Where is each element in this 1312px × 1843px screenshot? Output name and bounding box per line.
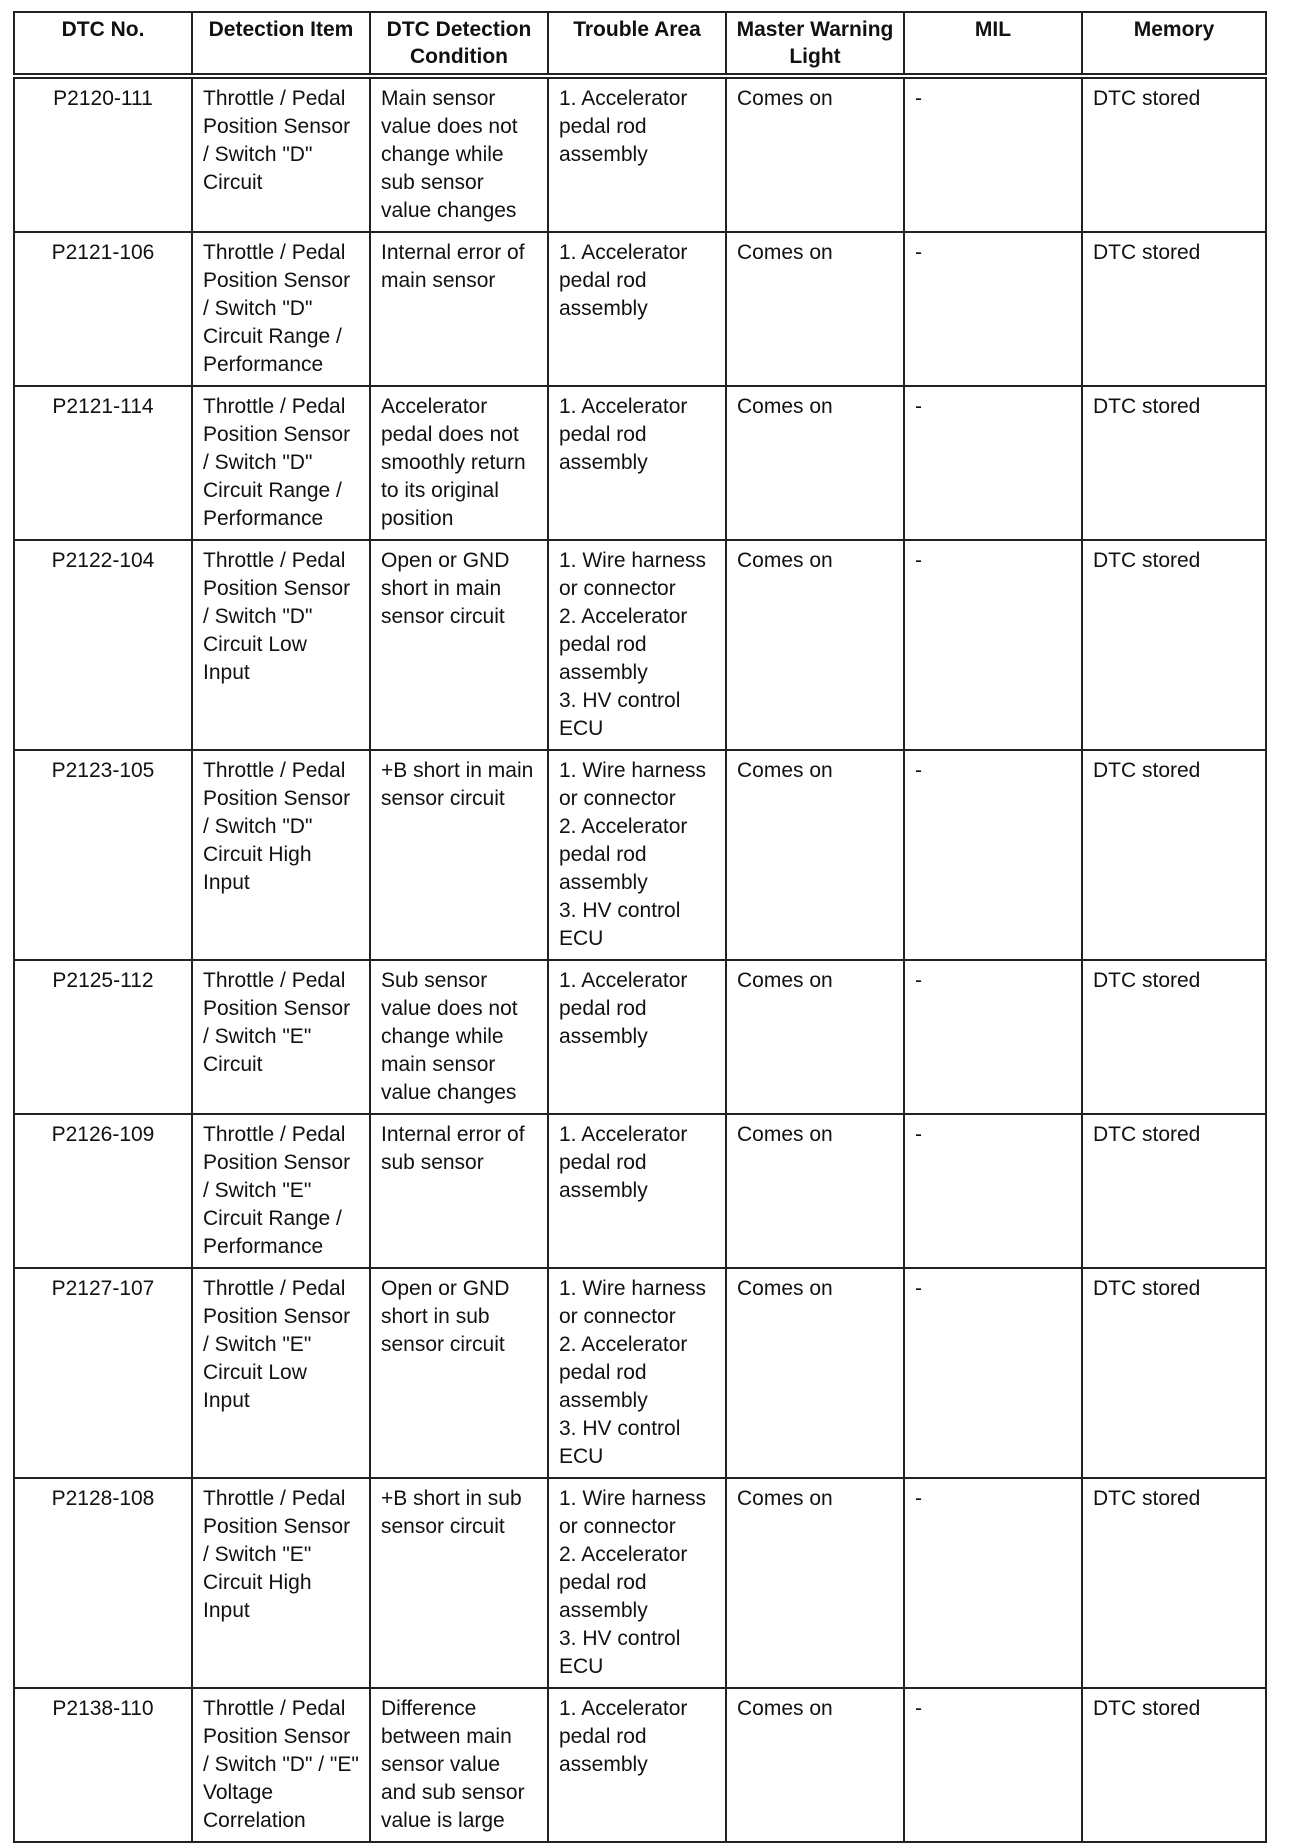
dtc-code-cell: P2123-105 — [14, 750, 192, 960]
detection-item-cell: Throttle / Pedal Position Sensor / Switch "D" / "E" Voltage Correlation — [192, 1688, 370, 1842]
trouble-area-item: 1. Accelerator pedal rod assembly — [559, 395, 688, 474]
header-memory: Memory — [1082, 12, 1266, 76]
trouble-area-item: 2. Accelerator pedal rod assembly — [559, 1543, 688, 1622]
memory-cell: DTC stored — [1082, 232, 1266, 386]
memory-cell: DTC stored — [1082, 386, 1266, 540]
table-row — [14, 1478, 1266, 1688]
trouble-area-item: 1. Wire harness or connector — [559, 1277, 707, 1328]
dtc-code-cell: P2128-108 — [14, 1478, 192, 1688]
memory-cell: DTC stored — [1082, 750, 1266, 960]
header-row — [14, 12, 1266, 76]
trouble-area-item: 1. Wire harness or connector — [559, 549, 707, 600]
dtc-code-cell: P2120-111 — [14, 76, 192, 232]
master-warning-cell: Comes on — [726, 1268, 904, 1478]
detection-item-cell: Throttle / Pedal Position Sensor / Switch "D" Circuit — [192, 76, 370, 232]
mil-cell: - — [904, 1478, 1082, 1688]
table-row — [14, 232, 1266, 386]
memory-cell: DTC stored — [1082, 540, 1266, 750]
table-row — [14, 750, 1266, 960]
dtc-table — [13, 11, 1267, 1843]
master-warning-cell: Comes on — [726, 540, 904, 750]
trouble-area-item: 3. HV control ECU — [559, 1627, 681, 1678]
detection-condition-cell: Main sensor value does not change while sub sensor value changes — [370, 76, 548, 232]
trouble-area-item: 1. Accelerator pedal rod assembly — [559, 241, 688, 320]
detection-condition-cell: +B short in main sensor circuit — [370, 750, 548, 960]
trouble-area-cell — [548, 960, 726, 1114]
header-mil: MIL — [904, 12, 1082, 76]
master-warning-cell: Comes on — [726, 232, 904, 386]
master-warning-cell: Comes on — [726, 76, 904, 232]
detection-condition-cell: Accelerator pedal does not smoothly return to its original position — [370, 386, 548, 540]
detection-condition-cell: +B short in sub sensor circuit — [370, 1478, 548, 1688]
dtc-code-cell: P2121-114 — [14, 386, 192, 540]
trouble-area-item: 1. Wire harness or connector — [559, 1487, 707, 1538]
table-row — [14, 540, 1266, 750]
trouble-area-item: 2. Accelerator pedal rod assembly — [559, 605, 688, 684]
trouble-area-cell — [548, 1478, 726, 1688]
dtc-code-cell: P2127-107 — [14, 1268, 192, 1478]
header-master-warning-light: Master Warning Light — [726, 12, 904, 76]
master-warning-cell: Comes on — [726, 386, 904, 540]
table-row — [14, 386, 1266, 540]
master-warning-cell: Comes on — [726, 960, 904, 1114]
master-warning-cell: Comes on — [726, 1478, 904, 1688]
trouble-area-cell — [548, 76, 726, 232]
trouble-area-cell — [548, 386, 726, 540]
table-row — [14, 1114, 1266, 1268]
mil-cell: - — [904, 750, 1082, 960]
trouble-area-item: 3. HV control ECU — [559, 899, 681, 950]
detection-condition-cell: Internal error of main sensor — [370, 232, 548, 386]
memory-cell: DTC stored — [1082, 1114, 1266, 1268]
detection-item-cell: Throttle / Pedal Position Sensor / Switch "E" Circuit Low Input — [192, 1268, 370, 1478]
table-row — [14, 1268, 1266, 1478]
trouble-area-cell — [548, 540, 726, 750]
detection-item-cell: Throttle / Pedal Position Sensor / Switch "E" Circuit Range / Performance — [192, 1114, 370, 1268]
trouble-area-item: 1. Accelerator pedal rod assembly — [559, 1697, 688, 1776]
memory-cell: DTC stored — [1082, 960, 1266, 1114]
detection-condition-cell: Sub sensor value does not change while main sensor value changes — [370, 960, 548, 1114]
detection-item-cell: Throttle / Pedal Position Sensor / Switch "D" Circuit Range / Performance — [192, 232, 370, 386]
dtc-code-cell: P2121-106 — [14, 232, 192, 386]
detection-item-cell: Throttle / Pedal Position Sensor / Switch "D" Circuit High Input — [192, 750, 370, 960]
trouble-area-cell — [548, 1268, 726, 1478]
mil-cell: - — [904, 1688, 1082, 1842]
table-row — [14, 1688, 1266, 1842]
memory-cell: DTC stored — [1082, 76, 1266, 232]
table-row — [14, 76, 1266, 232]
mil-cell: - — [904, 232, 1082, 386]
master-warning-cell: Comes on — [726, 750, 904, 960]
trouble-area-item: 3. HV control ECU — [559, 1417, 681, 1468]
detection-item-cell: Throttle / Pedal Position Sensor / Switch "E" Circuit High Input — [192, 1478, 370, 1688]
trouble-area-item: 2. Accelerator pedal rod assembly — [559, 815, 688, 894]
trouble-area-cell — [548, 1114, 726, 1268]
detection-item-cell: Throttle / Pedal Position Sensor / Switch "D" Circuit Low Input — [192, 540, 370, 750]
mil-cell: - — [904, 1114, 1082, 1268]
mil-cell: - — [904, 1268, 1082, 1478]
memory-cell: DTC stored — [1082, 1478, 1266, 1688]
trouble-area-item: 1. Accelerator pedal rod assembly — [559, 969, 688, 1048]
header-dtc-no: DTC No. — [14, 12, 192, 76]
mil-cell: - — [904, 386, 1082, 540]
trouble-area-item: 1. Wire harness or connector — [559, 759, 707, 810]
table-row — [14, 960, 1266, 1114]
detection-condition-cell: Internal error of sub sensor — [370, 1114, 548, 1268]
dtc-code-cell: P2126-109 — [14, 1114, 192, 1268]
trouble-area-item: 1. Accelerator pedal rod assembly — [559, 87, 688, 166]
trouble-area-cell — [548, 1688, 726, 1842]
dtc-code-cell: P2122-104 — [14, 540, 192, 750]
table-body — [14, 76, 1266, 1842]
master-warning-cell: Comes on — [726, 1114, 904, 1268]
trouble-area-item: 1. Accelerator pedal rod assembly — [559, 1123, 688, 1202]
memory-cell: DTC stored — [1082, 1688, 1266, 1842]
mil-cell: - — [904, 960, 1082, 1114]
detection-item-cell: Throttle / Pedal Position Sensor / Switch "D" Circuit Range / Performance — [192, 386, 370, 540]
memory-cell: DTC stored — [1082, 1268, 1266, 1478]
detection-condition-cell: Open or GND short in main sensor circuit — [370, 540, 548, 750]
header-detection-item: Detection Item — [192, 12, 370, 76]
trouble-area-item: 3. HV control ECU — [559, 689, 681, 740]
trouble-area-cell — [548, 232, 726, 386]
detection-item-cell: Throttle / Pedal Position Sensor / Switch "E" Circuit — [192, 960, 370, 1114]
header-detection-condition: DTC Detection Condition — [370, 12, 548, 76]
mil-cell: - — [904, 540, 1082, 750]
mil-cell: - — [904, 76, 1082, 232]
trouble-area-cell — [548, 750, 726, 960]
dtc-code-cell: P2138-110 — [14, 1688, 192, 1842]
trouble-area-item: 2. Accelerator pedal rod assembly — [559, 1333, 688, 1412]
master-warning-cell: Comes on — [726, 1688, 904, 1842]
detection-condition-cell: Difference between main sensor value and sub sensor value is large — [370, 1688, 548, 1842]
dtc-code-cell: P2125-112 — [14, 960, 192, 1114]
detection-condition-cell: Open or GND short in sub sensor circuit — [370, 1268, 548, 1478]
header-trouble-area: Trouble Area — [548, 12, 726, 76]
